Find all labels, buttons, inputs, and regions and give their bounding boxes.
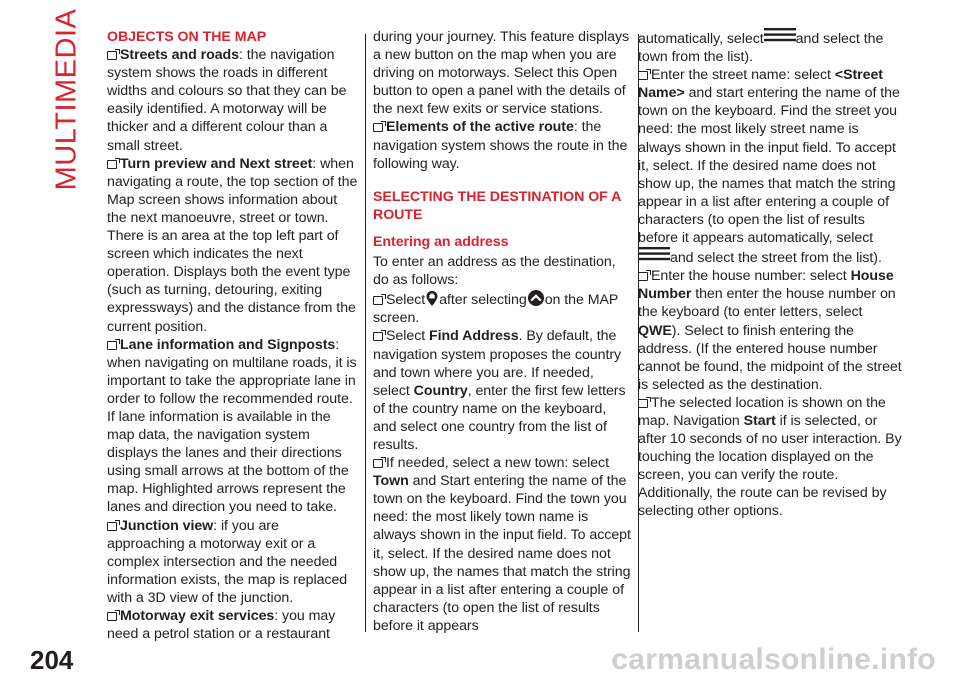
column-2 — [373, 28, 632, 635]
step-select-town: If needed, select a new town: select Town and Start entering the name of the town on the keyboard. Find the town you need: the most likely town name is always shown in the input field. To accept it, select. If the desired name does not show up, the names that match the string appear in a list after entering a couple of characters (to open the list of results before it appears — [373, 455, 631, 634]
list-menu-icon — [638, 247, 670, 261]
subheading-entering-address: Entering an address — [373, 233, 509, 250]
watermark: carmanualsonline.info — [611, 643, 936, 676]
bullet-icon — [107, 341, 117, 350]
step-selected-location: The selected location is shown on the map. Navigation Start if is selected, or after 10 seconds of no user interaction. By touching the location displayed on the screen, you can verify the route. Additionally, the route can be revised by selecting other options. — [638, 394, 902, 520]
step-house-number: Enter the house number: select House Number then enter the house number on the keyboard (to enter letters, select QWE). Select to finish entering the address. (If the entered house number cannot be found, the midpoint of the street is selected as the destination. — [638, 268, 902, 393]
bullet-icon — [638, 71, 648, 80]
step-find-address: Select Find Address. By default, the navigation system proposes the country and town where you are. If needed, select Country, enter the first few letters of the country name on the keyboard, and select one country from the list of results. — [373, 328, 626, 453]
item-active-route: Elements of the active route: the navigation system shows the route in the following way. — [373, 119, 628, 172]
bullet-icon — [373, 296, 383, 305]
paragraph-continuation-town: automatically, select and select the town from the list). — [638, 28, 902, 66]
bullet-icon — [107, 612, 117, 621]
heading-objects-on-map: OBJECTS ON THE MAP — [107, 29, 267, 45]
bullet-icon — [107, 522, 117, 531]
item-lane-info: Lane information and Signposts: when navigating on multilane roads, it is important to take the appropriate lane in order to follow the recommended route. If lane information is available in the map data, the navigation system displays the lanes and their directions using small arrows at the bottom of the map. Highlighted arrows represent the lanes and direction you need to take. — [107, 336, 357, 516]
column-divider — [365, 34, 366, 632]
column-1 — [107, 28, 360, 643]
item-turn-preview: Turn preview and Next street: when navigating a route, the top section of the Map screen shows information about the next manoeuvre, street or town. There is an area at the top left part of screen which indicates the next operation. Displays both the event type (such as turning, detouring, exiting expressways) and the distance from the current position. — [107, 155, 358, 335]
item-streets: Streets and roads: the navigation system shows the roads in different widths and colours so that they can be easily identified. A motorway will be thicker and a different colour than a small street. — [107, 47, 347, 154]
page-number: 204 — [30, 645, 74, 675]
bullet-icon — [107, 51, 117, 60]
heading-selecting-destination: SELECTING THE DESTINATION OF A ROUTE — [373, 188, 621, 223]
item-junction-view: Junction view: if you are approaching a motorway exit or a complex intersection and the needed information exists, the map is replaced with a 3D view of the junction. — [107, 517, 348, 606]
chevron-up-icon — [527, 289, 545, 307]
section-tab-label: MULTIMEDIA — [50, 8, 83, 191]
paragraph-continuation: during your journey. This feature displays a new button on the map when you are driving on motorways. Select this Open button to open a panel with the details of the next few exits or service stations. — [373, 29, 630, 118]
map-pin-icon — [425, 290, 439, 307]
bullet-icon — [373, 459, 383, 468]
section-tab — [50, 8, 83, 191]
bullet-icon — [638, 272, 648, 281]
step-street-name: Enter the street name: select <Street Name> and start entering the name of the town on the keyboard. Find the street you need: the most likely street name is always shown in the input field. To accept it, select. If the desired name does not show up, the names that match the string appear in a list after entering a couple of characters (to open the list of results before it appears automatically, selectand select the street from the list). — [638, 67, 900, 267]
bullet-icon — [638, 399, 648, 408]
paragraph-intro: To enter an address as the destination, do as follows: — [373, 254, 616, 289]
bullet-icon — [107, 160, 117, 169]
step-select-destination: Select after selecting on the MAP screen. — [373, 289, 632, 327]
list-menu-icon — [764, 28, 796, 42]
item-motorway-exit: Motorway exit services: you may need a petrol station or a restaurant — [107, 608, 336, 643]
bullet-icon — [373, 332, 383, 341]
column-3 — [638, 28, 902, 521]
bullet-icon — [373, 123, 383, 132]
